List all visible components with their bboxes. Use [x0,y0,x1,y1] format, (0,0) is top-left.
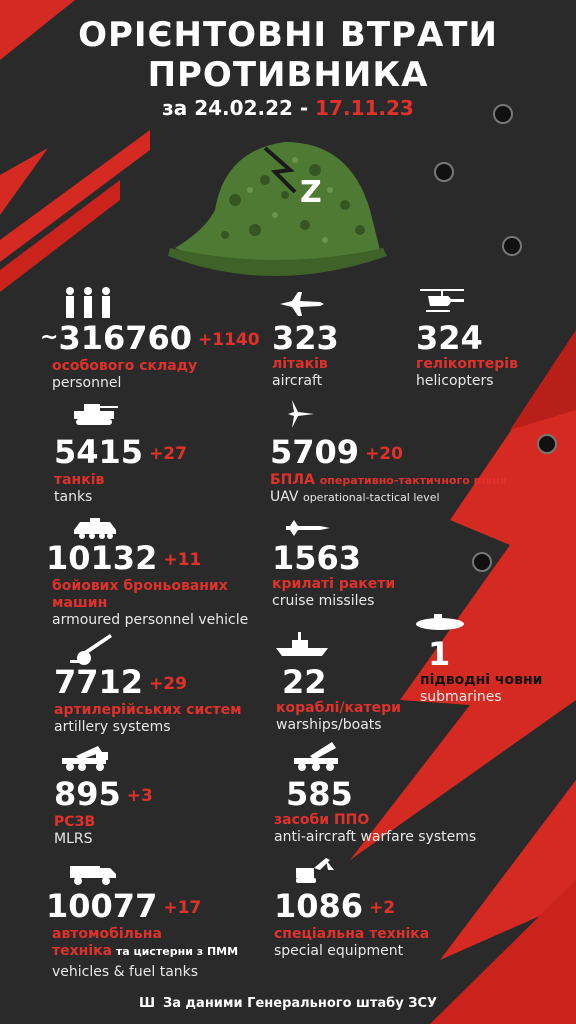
personnel-label-ua: особового складу [52,358,198,374]
apv-label-ua-2: машин [52,595,108,611]
aa-value: 585 [286,775,353,813]
stat-cruise [272,540,395,610]
submarines-label-en: submarines [420,689,502,705]
uav-label-ua: БПЛА [270,472,315,488]
submarine-icon [414,610,466,634]
artillery-label-en: artillery systems [54,719,171,735]
uav-label-ua-sub: оперативно-тактичного рівня [319,474,507,487]
aa-label-ua: засоби ППО [274,812,370,828]
mlrs-icon [60,744,112,772]
special-value: 1086 [274,887,364,925]
artillery-delta: +29 [149,674,187,694]
vehicles-label-ua-1: автомобільна [52,926,162,942]
helmet-icon [165,130,395,280]
tanks-label-ua: танків [54,472,105,488]
tanks-label-en: tanks [54,489,93,505]
helicopters-label-ua: гелікоптерів [416,356,518,372]
stat-special [274,888,429,960]
tank-icon [72,400,118,426]
aircraft-value: 323 [272,319,339,357]
jet-icon [280,292,324,316]
date-prefix: за 24.02.22 - [162,96,316,120]
stat-tanks [54,434,187,506]
submarines-label-ua: підводні човни [420,672,543,688]
missile-icon [286,518,330,538]
date-to: 17.11.23 [315,96,414,120]
uav-value: 5709 [270,433,360,471]
soldiers-icon [60,286,120,318]
uav-label-en: UAV [270,489,299,505]
personnel-tilde: ~ [40,325,59,350]
helicopters-label-en: helicopters [416,373,494,389]
special-label-ua: спеціальна техніка [274,926,430,942]
helicopters-value: 324 [416,319,483,357]
tanks-delta: +27 [149,444,187,464]
stat-artillery [54,664,242,736]
stat-personnel [40,320,260,392]
vehicles-value: 10077 [46,887,158,925]
trident-icon: Ш [138,996,156,1011]
date-range [0,96,576,120]
cruise-value: 1563 [272,539,362,577]
stat-warships [276,663,401,734]
special-label-en: special equipment [274,943,404,959]
apc-icon [72,516,118,540]
uav-label-en-sub: operational-tactical level [302,491,440,504]
warships-label-en: warships/boats [276,717,382,733]
drone-icon [286,400,316,428]
aa-icon [292,740,344,772]
tanks-value: 5415 [54,433,144,471]
page-title-line1: ОРІЄНТОВНІ ВТРАТИ [78,15,498,55]
mlrs-label-en: MLRS [54,831,93,847]
warships-label-ua: кораблі/катери [276,700,401,716]
warship-icon [276,630,328,658]
vehicles-label-en: vehicles & fuel tanks [52,964,199,980]
cruise-label-ua: крилаті ракети [272,576,396,592]
apv-delta: +11 [163,550,202,570]
aircraft-label-en: aircraft [272,373,323,389]
stat-aa [274,775,477,846]
special-delta: +2 [369,898,396,918]
mlrs-delta: +3 [126,786,153,806]
stat-apv [46,540,248,629]
personnel-delta: +1140 [198,330,260,350]
warships-value: 22 [282,663,327,701]
stat-vehicles [46,888,238,981]
stat-submarines [420,636,542,706]
artillery-icon [70,630,116,666]
vehicles-delta: +17 [163,898,202,918]
stat-aircraft [272,320,339,390]
artillery-value: 7712 [54,663,144,701]
apv-value: 10132 [46,539,158,577]
truck-icon [68,858,118,886]
stat-mlrs [54,776,153,848]
submarines-value: 1 [428,635,451,673]
excavator-icon [294,856,334,886]
cruise-label-en: cruise missiles [272,593,375,609]
vehicles-label-ua-2b: та цистерни з ПММ [112,945,239,958]
source-footer [0,996,576,1011]
aa-label-en: anti-aircraft warfare systems [274,829,477,845]
personnel-value: 316760 [58,319,193,357]
source-text: За даними Генерального штабу ЗСУ [163,996,438,1011]
uav-delta: +20 [365,444,403,464]
apv-label-en: armoured personnel vehicle [52,612,249,628]
stat-uav [270,434,507,506]
helicopter-icon [418,286,466,316]
mlrs-value: 895 [54,775,121,813]
mlrs-label-ua: РСЗВ [54,814,96,830]
aircraft-label-ua: літаків [272,356,328,372]
artillery-label-ua: артилерійських систем [54,702,242,718]
apv-label-ua-1: бойових броньованих [52,578,228,594]
helmet-z-mark: Z [300,175,322,210]
vehicles-label-ua-2a: техніка [52,943,113,959]
stat-helicopters [416,320,518,390]
personnel-label-en: personnel [52,375,122,391]
page-title-line2: ПРОТИВНИКА [147,55,429,95]
